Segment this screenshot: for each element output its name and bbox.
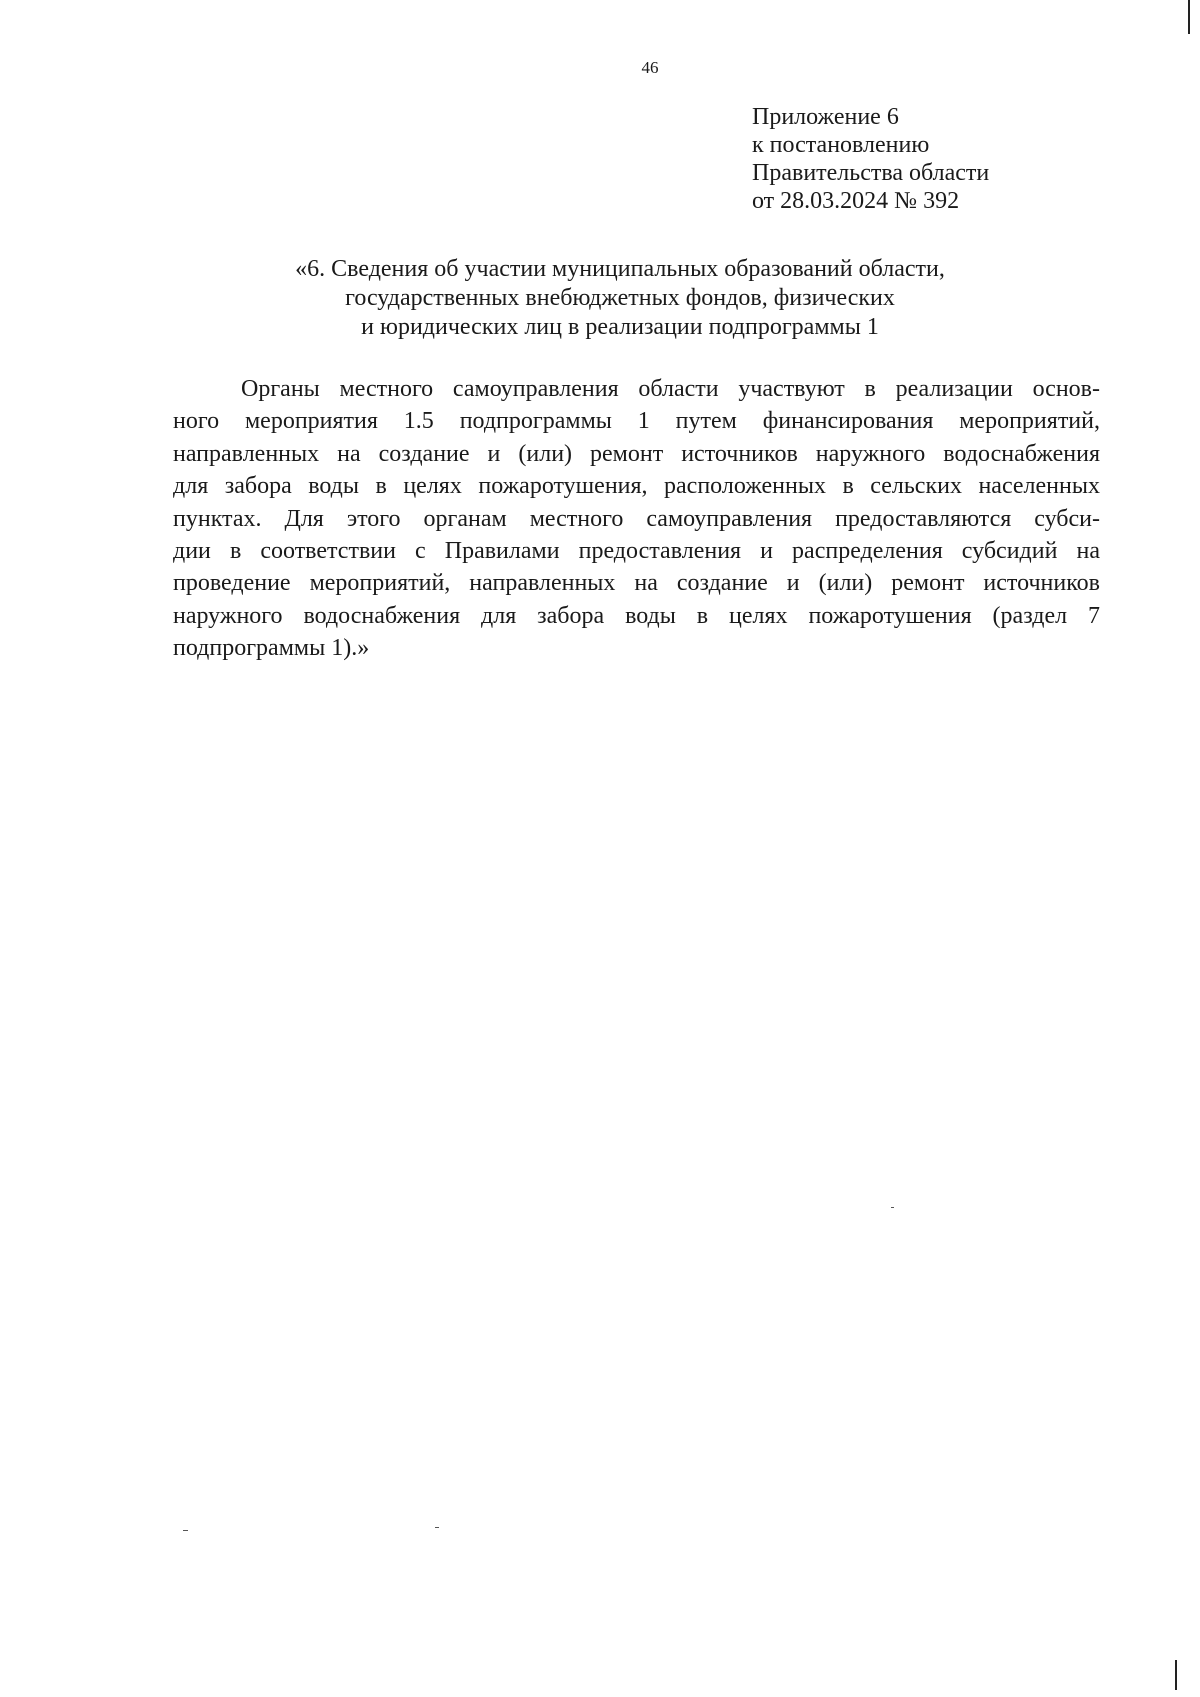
body-paragraph	[173, 373, 1100, 665]
title-line-3: и юридических лиц в реализации подпрограммы 1	[361, 314, 879, 340]
appendix-line-4: от 28.03.2024 № 392	[752, 188, 960, 214]
body-line: Органы местного самоуправления области участвуют в реализации основ-	[241, 376, 1100, 402]
scan-speck	[891, 1207, 894, 1208]
body-line: пунктах. Для этого органам местного самоуправления предоставляются субси-	[173, 505, 1100, 532]
section-title	[250, 255, 990, 342]
body-line: ного мероприятия 1.5 подпрограммы 1 путем финансирования мероприятий,	[173, 408, 1100, 435]
scan-edge-mark	[1188, 0, 1190, 34]
title-line-2: государственных внебюджетных фондов, физических	[345, 285, 895, 311]
body-line: проведение мероприятий, направленных на создание и (или) ремонт источников	[173, 570, 1100, 597]
appendix-line-1: Приложение 6	[752, 104, 899, 130]
scan-edge-mark	[1175, 1660, 1177, 1690]
appendix-line-3: Правительства области	[752, 160, 990, 186]
body-line: наружного водоснабжения для забора воды в целях пожаротушения (раздел 7	[173, 602, 1100, 629]
title-line-1: «6. Сведения об участии муниципальных образований области,	[295, 256, 945, 282]
page-number: 46	[641, 58, 659, 77]
appendix-reference	[752, 103, 989, 215]
scan-speck	[183, 1530, 188, 1531]
body-line: направленных на создание и (или) ремонт источников наружного водоснабжения	[173, 440, 1100, 467]
body-line: дии в соответствии с Правилами предоставления и распределения субсидий на	[173, 537, 1100, 564]
appendix-line-2: к постановлению	[752, 132, 930, 158]
body-line: для забора воды в целях пожаротушения, расположенных в сельских населенных	[173, 473, 1100, 500]
body-line: подпрограммы 1).»	[173, 635, 370, 662]
scan-speck	[435, 1527, 439, 1528]
